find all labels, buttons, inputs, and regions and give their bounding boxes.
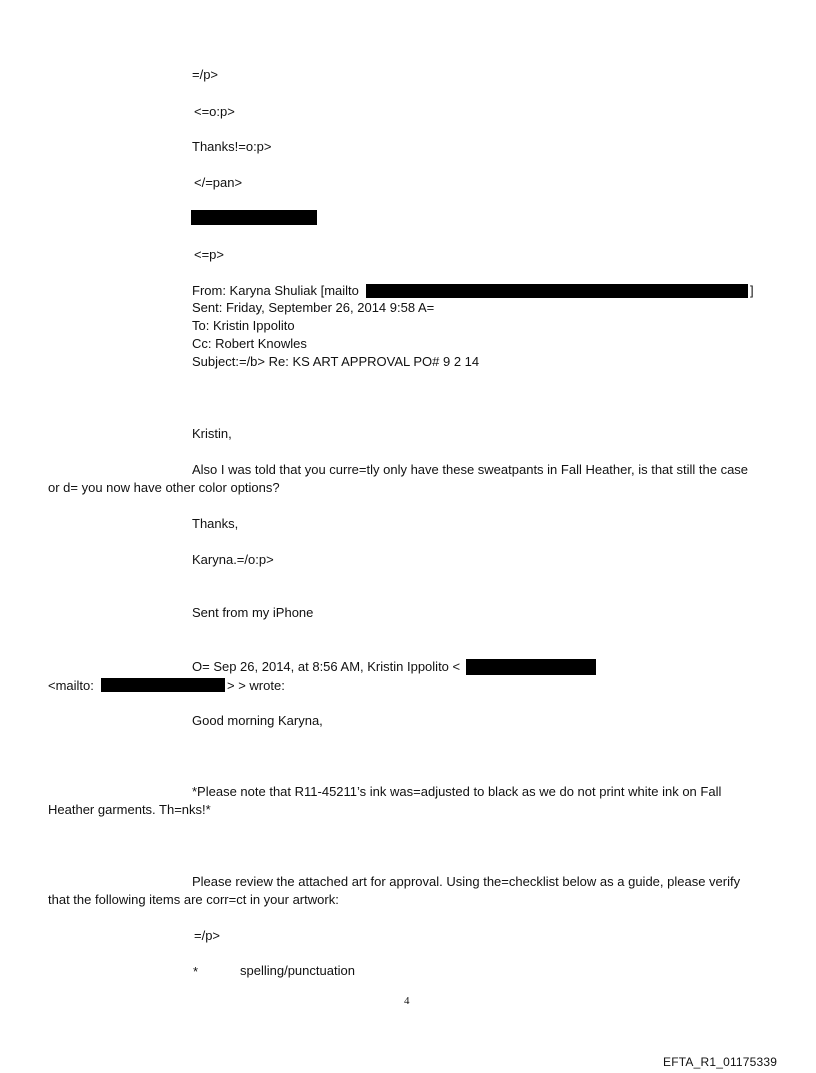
sent-from-iphone: Sent from my iPhone: [192, 605, 314, 620]
email-to: To: Kristin Ippolito: [192, 318, 295, 333]
quote-header-wrote: > > wrote:: [227, 678, 285, 693]
email-paragraph: Also I was told that you curre=tly only have these sweatpants in Fall Heather, is that still the case: [192, 462, 749, 477]
quote-header: O= Sep 26, 2014, at 8:56 AM, Kristin Ippolito <: [192, 659, 461, 674]
list-item: spelling/punctuation: [240, 963, 355, 978]
markup-fragment: </=pan>: [194, 175, 243, 190]
redaction-box: [191, 210, 317, 225]
email-signature: Karyna.=/o:p>: [192, 552, 274, 567]
email-from-bracket: ]: [750, 283, 754, 298]
quoted-note: *Please note that R11-45211’s ink was=adjusted to black as we do not print white ink on Fall: [192, 784, 722, 799]
thanks-line: Thanks!=o:p>: [192, 139, 272, 154]
redaction-box: [366, 284, 748, 298]
redaction-box: [101, 678, 225, 692]
page-number: 4: [404, 995, 410, 1007]
quoted-paragraph: that the following items are corr=ct in your artwork:: [48, 892, 339, 907]
markup-fragment: <=p>: [194, 247, 225, 262]
email-paragraph: or d= you now have other color options?: [48, 480, 280, 495]
redaction-box: [466, 659, 596, 675]
quoted-greeting: Good morning Karyna,: [192, 713, 323, 728]
list-bullet: *: [193, 964, 199, 979]
email-subject: Subject:=/b> Re: KS ART APPROVAL PO# 9 2 14: [192, 354, 480, 369]
email-cc: Cc: Robert Knowles: [192, 336, 307, 351]
email-greeting: Kristin,: [192, 426, 232, 441]
email-thanks: Thanks,: [192, 516, 239, 531]
document-id: EFTA_R1_01175339: [663, 1055, 778, 1069]
quoted-paragraph: Please review the attached art for approval. Using the=checklist below as a guide, please verify: [192, 874, 741, 889]
email-sent: Sent: Friday, September 26, 2014 9:58 A=: [192, 300, 435, 315]
markup-fragment: <=o:p>: [194, 104, 235, 119]
markup-fragment: =/p>: [192, 67, 219, 82]
email-from: From: Karyna Shuliak [mailto: [192, 283, 359, 298]
quote-header-mailto: <mailto:: [48, 678, 94, 693]
quoted-note: Heather garments. Th=nks!*: [48, 802, 211, 817]
markup-fragment: =/p>: [194, 928, 221, 943]
